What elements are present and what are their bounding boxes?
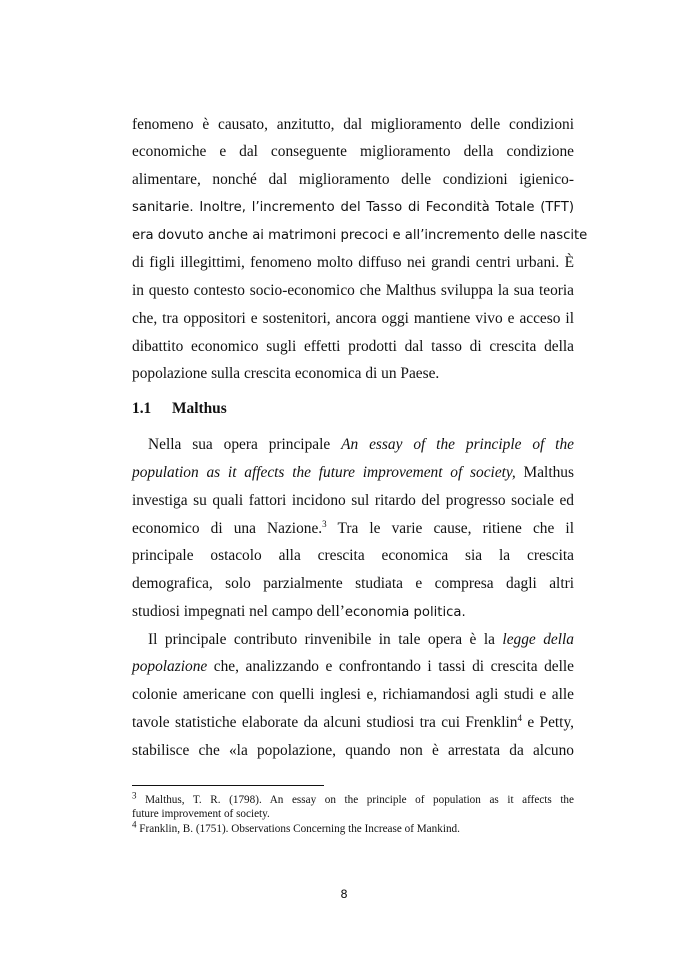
body-line: fenomeno è causato, anzitutto, dal miglioramento delle condizioni [132,116,574,133]
book-title-italic: population as it affects the future improvement of society, [132,464,516,481]
body-line: colonie americane con quelli inglesi e, richiamandosi agli studi e alle [132,686,574,703]
body-line [132,602,574,622]
footnote-number: 4 [132,819,137,830]
body-line: popolazione sulla crescita economica di un Paese. [132,365,440,382]
body-line: era dovuto anche ai matrimoni precoci e all’incremento delle nascite [132,228,588,243]
body-line: dibattito economico sugli effetti prodotti dal tasso di crescita della [132,338,574,355]
body-line: che, tra oppositori e sostenitori, ancora oggi mantiene vivo e acceso il [132,310,574,327]
law-name-italic: popolazione [132,658,208,675]
body-line: economiche e dal conseguente miglioramento della condizione [132,143,574,160]
footnote-ref-4: 4 [517,712,522,723]
footnote-separator [132,785,324,786]
section-title: Malthus [172,400,227,417]
text-span: tavole statistiche elaborate da alcuni studiosi tra cui Frenklin [132,714,518,731]
section-heading [132,400,227,418]
section-number: 1.1 [132,400,152,417]
body-line: sanitarie. Inoltre, l’incremento del Tasso di Fecondità Totale (TFT) [132,200,574,215]
text-span: Tra le varie cause, ritiene che il [326,520,574,537]
footnote-4 [132,819,574,836]
body-line: di figli illegittimi, fenomeno molto diffuso nei grandi centri urbani. È [132,254,574,271]
text-span: e Petty, [522,714,574,731]
text-span: Malthus [515,464,574,481]
body-line [132,519,574,539]
footnote-3-cont: future improvement of society. [132,808,270,820]
footnote-text: Franklin, B. (1751). Observations Concerning the Increase of Mankind. [136,823,460,835]
text-span: che, analizzando e confrontando i tassi di crescita delle [207,658,574,675]
text-span: Nella sua opera principale [148,436,342,453]
body-line [132,463,574,483]
body-line: demografica, solo parzialmente studiata e compresa dagli altri [132,575,574,592]
body-line: investiga su quali fattori incidono sul ritardo del progresso sociale ed [132,492,574,509]
footnote-3 [132,790,574,807]
footnote-text: Malthus, T. R. (1798). An essay on the principle of population as it affects the [136,794,574,806]
body-line [148,630,574,650]
body-line [148,435,574,455]
footnote-number: 3 [132,790,137,801]
text-span: studiosi impegnati nel campo dell’ [132,603,345,620]
law-name-italic: legge della [502,631,574,648]
text-span: Il principale contributo rinvenibile in tale opera è la [148,631,503,648]
footnote-ref-3: 3 [322,518,327,529]
page-number: 8 [340,887,348,901]
text-span: economia politica. [344,605,466,620]
body-line [132,713,574,733]
body-line: stabilisce che «la popolazione, quando non è arrestata da alcuno [132,742,574,759]
body-line: alimentare, nonché dal miglioramento delle condizioni igienico- [132,171,574,188]
text-span: economico di una Nazione. [132,520,323,537]
body-line [132,657,574,677]
book-title-italic: An essay of the principle of the [341,436,574,453]
body-line: principale ostacolo alla crescita economica sia la crescita [132,547,574,564]
body-line: in questo contesto socio-economico che Malthus sviluppa la sua teoria [132,282,574,299]
